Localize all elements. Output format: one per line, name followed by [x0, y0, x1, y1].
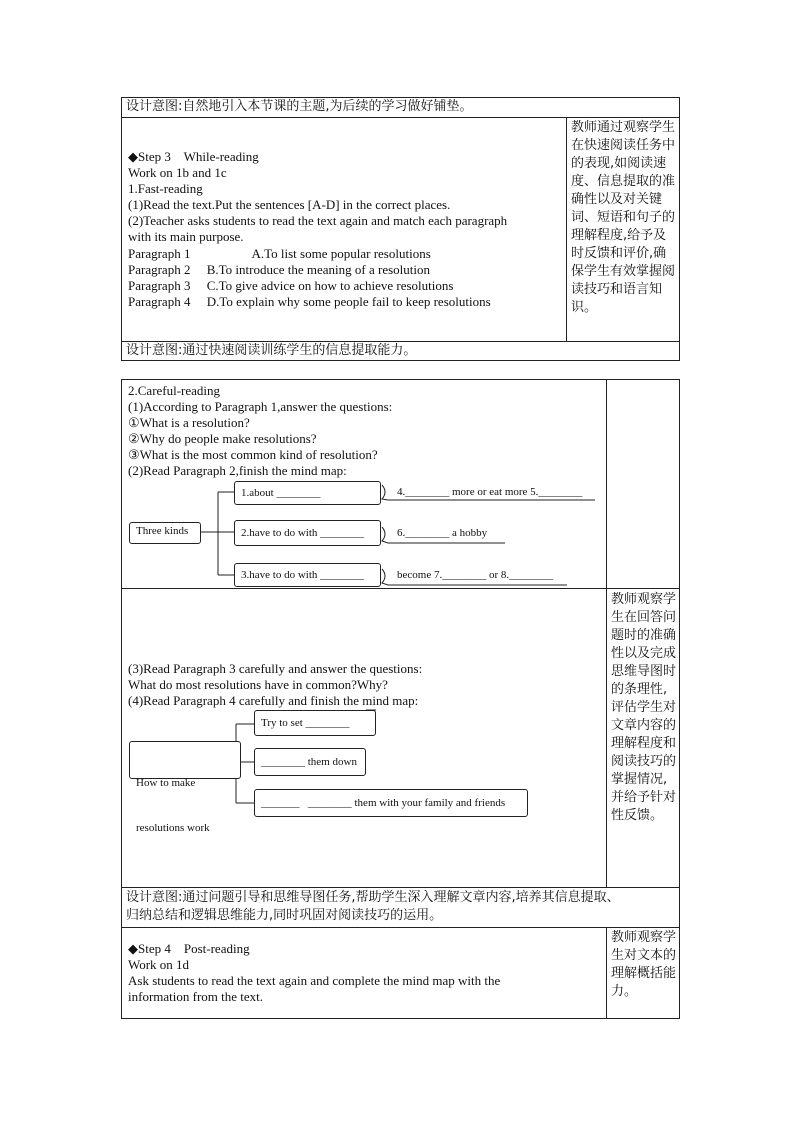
assessment-note: 教师观察学生在回答问题时的准确性以及完成思维导图时的条理性,评估学生对文章内容的理解程度和阅读技巧的掌握情况,并给予针对性反馈。 — [611, 592, 677, 823]
paragraph3-instruction: (3)Read Paragraph 3 carefully and answer the questions: — [128, 661, 423, 676]
design-intent-row: 设计意图:通过快速阅读训练学生的信息提取能力。 — [126, 343, 417, 358]
instruction-1: (1)Read the text.Put the sentences [A-D] in the correct places. — [128, 197, 451, 212]
mind-map-2-root-line: resolutions work — [136, 822, 210, 834]
assessment-note: 教师通过观察学生在快速阅读任务中的表现,如阅读速度、信息提取的准确性以及对关键词、短语和句子的理解程度,给予及时反馈和评价,确保学生有效掌握阅读技巧和语言知识。 — [571, 120, 676, 315]
match-item: Paragraph 2 B.To introduce the meaning of a resolution — [128, 262, 430, 277]
step4-instruction: Ask students to read the text again and complete the mind map with the — [128, 973, 501, 988]
question-item: ①What is a resolution? — [128, 415, 250, 430]
mind-map-1-root: Three kinds — [129, 522, 201, 544]
mind-map-2-branch: Try to set ________ — [254, 710, 376, 736]
step4-work-on: Work on 1d — [128, 957, 190, 972]
mind-map-1-branch: 3.have to do with ________ — [234, 563, 381, 587]
question-item: ③What is the most common kind of resolution? — [128, 447, 378, 462]
design-intent-row: 设计意图:通过问题引导和思维导图任务,帮助学生深入理解文章内容,培养其信息提取、 — [126, 890, 620, 905]
paragraph2-instruction: (2)Read Paragraph 2,finish the mind map: — [128, 463, 347, 478]
mind-map-1-leaf: become 7.________ or 8.________ — [397, 569, 554, 581]
paragraph3-question: What do most resolutions have in common?Why? — [128, 677, 388, 692]
step4-title: ◆Step 4 Post-reading — [128, 941, 250, 956]
instruction-2-cont: with its main purpose. — [128, 229, 244, 244]
paragraph1-instruction: (1)According to Paragraph 1,answer the questions: — [128, 399, 393, 414]
instruction-2: (2)Teacher asks students to read the text again and match each paragraph — [128, 213, 508, 228]
fast-reading-heading: 1.Fast-reading — [128, 181, 203, 196]
match-item: Paragraph 4 D.To explain why some people fail to keep resolutions — [128, 294, 491, 309]
design-intent-row: 归纳总结和逻辑思维能力,同时巩固对阅读技巧的运用。 — [126, 908, 443, 923]
mind-map-2-branch: ________ them down — [254, 748, 366, 776]
design-intent-row: 设计意图:自然地引入本节课的主题,为后续的学习做好铺垫。 — [126, 99, 473, 114]
match-item: Paragraph 1 A.To list some popular resolutions — [128, 246, 431, 261]
step4-instruction-cont: information from the text. — [128, 989, 264, 1004]
match-item: Paragraph 3 C.To give advice on how to achieve resolutions — [128, 278, 454, 293]
paragraph4-instruction: (4)Read Paragraph 4 carefully and finish the mind map: — [128, 693, 419, 708]
mind-map-1-leaf: 6.________ a hobby — [397, 527, 488, 539]
mind-map-2-root-line: How to make — [136, 777, 196, 789]
question-item: ②Why do people make resolutions? — [128, 431, 317, 446]
mind-map-1-leaf: 4.________ more or eat more 5.________ — [397, 486, 583, 498]
mind-map-1-branch: 2.have to do with ________ — [234, 520, 381, 546]
careful-reading-heading: 2.Careful-reading — [128, 383, 221, 398]
mind-map-2-branch: _______ ________ them with your family and friends — [254, 789, 528, 817]
assessment-note: 教师观察学生对文本的理解概括能力。 — [611, 930, 677, 999]
mind-map-1-branch: 1.about ________ — [234, 481, 381, 505]
mind-map-2-root — [129, 741, 241, 834]
step3-title: ◆Step 3 While-reading — [128, 149, 259, 164]
work-on-label: Work on 1b and 1c — [128, 165, 227, 180]
